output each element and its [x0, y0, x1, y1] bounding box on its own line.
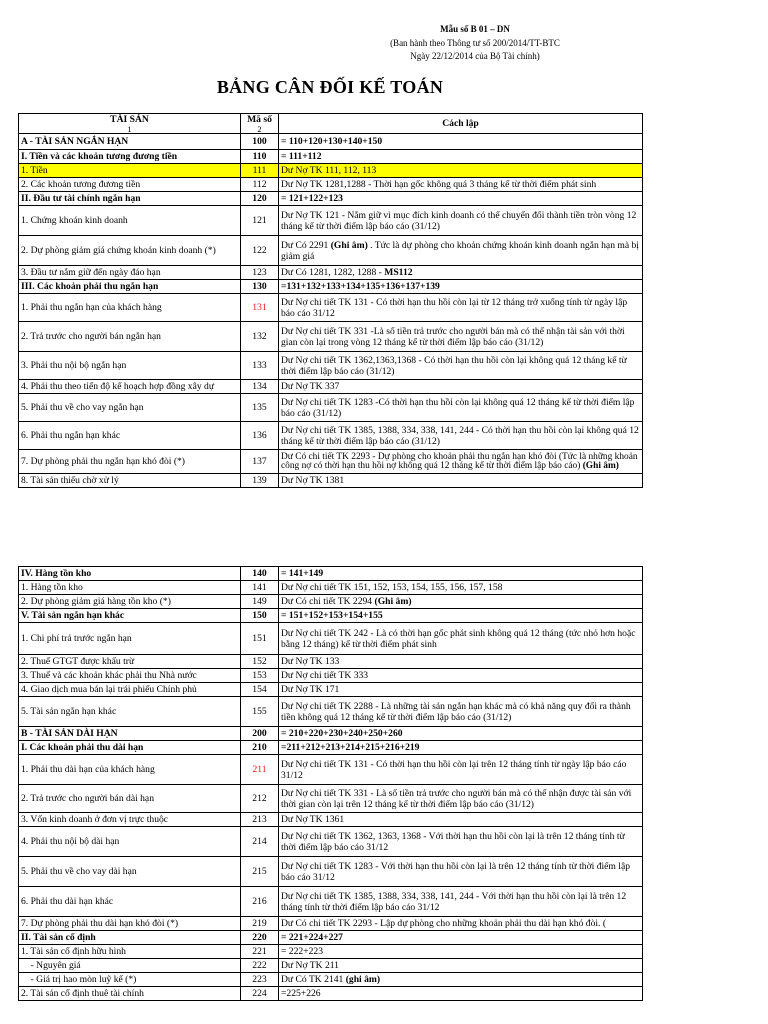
table-header-row [19, 114, 643, 134]
asset-name-cell: 1. Hàng tồn kho [19, 581, 241, 595]
asset-name-cell: 1. Tiền [19, 164, 241, 178]
table-row [19, 917, 643, 931]
method-cell: Dư Nợ chi tiết TK 1283 -Có thời hạn thu hồi còn lại không quá 12 tháng kể từ thời điểm lập báo cáo (31/12) [279, 394, 643, 422]
code-cell: 137 [241, 450, 279, 474]
method-cell: = 121+122+123 [279, 192, 643, 206]
form-number: Mẫu số B 01 – DN [440, 24, 510, 34]
asset-name-cell: 1. Phải thu dài hạn của khách hàng [19, 755, 241, 785]
code-cell: 121 [241, 206, 279, 236]
code-cell: 122 [241, 236, 279, 266]
table-row [19, 755, 643, 785]
table-row [19, 931, 643, 945]
method-header-label: Cách lập [442, 118, 479, 129]
method-cell: Dư Nợ TK 133 [279, 655, 643, 669]
asset-name-cell: 1. Chi phí trả trước ngắn hạn [19, 623, 241, 655]
table-row [19, 697, 643, 727]
code-cell: 136 [241, 422, 279, 450]
asset-name-cell: 3. Vốn kinh doanh ở đơn vị trực thuộc [19, 813, 241, 827]
table-row [19, 266, 643, 280]
method-cell: Dư Nợ chi tiết TK 1283 - Với thời hạn thu hồi còn lại là trên 12 tháng tính từ thời điểm lập báo cáo 31/12 [279, 857, 643, 887]
balance-sheet-table-part-2 [18, 566, 643, 1001]
table-row [19, 623, 643, 655]
asset-name-cell: 4. Giao dịch mua bán lại trái phiếu Chính phủ [19, 683, 241, 697]
code-cell: 222 [241, 959, 279, 973]
method-cell [279, 236, 643, 266]
table-row [19, 945, 643, 959]
form-circular-note: (Ban hành theo Thông tư số 200/2014/TT-BTC [390, 38, 560, 48]
code-cell: 152 [241, 655, 279, 669]
column-header-asset [19, 114, 241, 134]
code-cell: 123 [241, 266, 279, 280]
code-cell: 131 [241, 294, 279, 322]
method-text: Dư Có 2291 [281, 239, 331, 251]
method-cell: Dư Nợ chi tiết TK 1362,1363,1368 - Có thời hạn thu hồi còn lại không quá 12 tháng kể từ thời điểm lập báo cáo (31/12) [279, 352, 643, 380]
code-cell: 120 [241, 192, 279, 206]
asset-name-cell: 7. Dự phòng phải thu dài hạn khó đòi (*) [19, 917, 241, 931]
asset-column-number: 1 [127, 124, 132, 134]
code-cell: 130 [241, 280, 279, 294]
asset-name-cell: B - TÀI SẢN DÀI HẠN [19, 727, 241, 741]
code-cell: 150 [241, 609, 279, 623]
asset-name-cell: 1. Chứng khoán kinh doanh [19, 206, 241, 236]
method-cell: =225+226 [279, 987, 643, 1001]
method-cell: = 111+112 [279, 150, 643, 164]
method-emphasis: MS112 [384, 267, 413, 278]
asset-name-cell: V. Tài sản ngắn hạn khác [19, 609, 241, 623]
code-cell: 140 [241, 567, 279, 581]
code-cell: 210 [241, 741, 279, 755]
document-title: BẢNG CÂN ĐỐI KẾ TOÁN [216, 77, 444, 97]
code-cell: 149 [241, 595, 279, 609]
method-cell: Dư Nợ chi tiết TK 242 - Là có thời hạn gốc phát sinh không quá 12 tháng (tức nhỏ hơn hoặc bằng 12 tháng) kể từ thời điểm phát sinh [279, 623, 643, 655]
method-text-tail: . Tức là dự phòng cho khoản chứng khoán kinh doanh ngắn hạn mà bị giảm giá [281, 239, 639, 262]
asset-name-cell: - Nguyên giá [19, 959, 241, 973]
method-text: Dư Có chi tiết TK 2294 [281, 596, 375, 607]
method-cell [279, 595, 643, 609]
method-cell: Dư Nợ TK 171 [279, 683, 643, 697]
code-cell: 151 [241, 623, 279, 655]
asset-name-cell: 3. Phải thu nội bộ ngắn hạn [19, 352, 241, 380]
method-emphasis: (Ghi âm) [330, 239, 368, 251]
asset-name-cell: 3. Đầu tư nắm giữ đến ngày đáo hạn [19, 266, 241, 280]
code-column-number: 2 [257, 124, 262, 134]
method-cell: Dư Nợ TK 211 [279, 959, 643, 973]
asset-name-cell: 2. Các khoản tương đương tiền [19, 178, 241, 192]
asset-name-cell: 4. Phải thu nội bộ dài hạn [19, 827, 241, 857]
table-row [19, 394, 643, 422]
table-row [19, 567, 643, 581]
code-cell: 110 [241, 150, 279, 164]
table-row [19, 192, 643, 206]
method-cell: Dư Nợ TK 111, 112, 113 [279, 164, 643, 178]
table-row [19, 322, 643, 352]
code-cell: 211 [241, 755, 279, 785]
method-cell: Dư Nợ chi tiết TK 131 - Có thời hạn thu hồi còn lại trên 12 tháng tính từ ngày lập báo cáo 31/12 [279, 755, 643, 785]
table-row [19, 857, 643, 887]
asset-name-cell: 2. Thuế GTGT được khấu trừ [19, 655, 241, 669]
code-cell: 133 [241, 352, 279, 380]
code-cell: 134 [241, 380, 279, 394]
asset-name-cell: 1. Tài sản cố định hữu hình [19, 945, 241, 959]
table-row [19, 595, 643, 609]
asset-name-cell: A - TÀI SẢN NGẮN HẠN [19, 134, 241, 150]
asset-name-cell: II. Đầu tư tài chính ngắn hạn [19, 192, 241, 206]
asset-name-cell: - Giá trị hao mòn luỹ kế (*) [19, 973, 241, 987]
table-row [19, 683, 643, 697]
asset-name-cell: II. Tài sản cố định [19, 931, 241, 945]
asset-name-cell: 4. Phải thu theo tiến độ kế hoạch hợp đồng xây dự [19, 380, 241, 394]
method-emphasis: (ghi âm) [345, 974, 381, 985]
column-header-method [279, 114, 643, 134]
method-cell: =211+212+213+214+215+216+219 [279, 741, 643, 755]
method-emphasis: (Ghi âm) [582, 460, 619, 471]
code-cell: 220 [241, 931, 279, 945]
method-cell: Dư Nợ chi tiết TK 1385, 1388, 334, 338, 141, 244 - Với thời hạn thu hồi còn lại là trên 12 tháng tính từ thời điểm lập báo cáo 31/12 [279, 887, 643, 917]
table-row [19, 741, 643, 755]
method-cell: Dư Nợ TK 1381 [279, 474, 643, 488]
method-cell: =131+132+133+134+135+136+137+139 [279, 280, 643, 294]
asset-name-cell: 7. Dự phòng phải thu ngắn hạn khó đòi (*) [19, 450, 241, 474]
table-row [19, 280, 643, 294]
table-row [19, 236, 643, 266]
code-cell: 132 [241, 322, 279, 352]
asset-name-cell: 2. Trả trước cho người bán dài hạn [19, 785, 241, 813]
method-cell: Dư Nợ chi tiết TK 1385, 1388, 334, 338, 141, 244 - Có thời hạn thu hồi còn lại không quá 12 tháng kể từ thời điểm lập báo cáo (31/12) [279, 422, 643, 450]
asset-name-cell: 2. Dự phòng giảm giá chứng khoán kinh doanh (*) [19, 236, 241, 266]
table-row [19, 178, 643, 192]
method-cell: = 222+223 [279, 945, 643, 959]
code-header-label: Mã số [247, 114, 272, 125]
method-cell: Dư Nợ TK 121 - Nắm giữ vì mục đích kinh doanh có thể chuyển đổi thành tiền tròn vòng 12 tháng kể từ thời điểm lập báo cáo (31/12) [279, 206, 643, 236]
code-cell: 111 [241, 164, 279, 178]
table-row [19, 727, 643, 741]
table-row [19, 785, 643, 813]
asset-name-cell: 3. Thuế và các khoản khác phải thu Nhà nước [19, 669, 241, 683]
table-row [19, 669, 643, 683]
method-cell: Dư Nợ chi tiết TK 1362, 1363, 1368 - Với thời hạn thu hồi còn lại là trên 12 tháng tính từ thời điểm lập báo cáo 31/12 [279, 827, 643, 857]
method-text: Dư Có chi tiết TK 2293 - Dự phòng cho khoản phải thu ngắn hạn khó đòi (Tức là những khoản công nợ có thời hạn thu hồi nợ không quá 12 tháng kể từ thời điểm lập báo cáo) [281, 451, 638, 471]
method-cell: Dư Nợ chi tiết TK 151, 152, 153, 154, 155, 156, 157, 158 [279, 581, 643, 595]
method-cell: Dư Nợ chi tiết TK 2288 - Là những tài sản ngắn hạn khác mà có khả năng quy đổi ra thành tiền không quá 12 tháng kể từ thời điểm lập báo cáo (31/12) [279, 697, 643, 727]
method-cell: Dư Có chi tiết TK 2293 - Lập dự phòng cho những khoản phải thu dài hạn khó đòi. ( [279, 917, 643, 931]
method-cell: Dư Nợ TK 1281,1288 - Thời hạn gốc không quá 3 tháng kể từ thời điểm phát sinh [279, 178, 643, 192]
table-row [19, 987, 643, 1001]
code-cell: 139 [241, 474, 279, 488]
table-row [19, 352, 643, 380]
table-row [19, 973, 643, 987]
table-row [19, 655, 643, 669]
table-row [19, 450, 643, 474]
code-cell: 224 [241, 987, 279, 1001]
code-cell: 213 [241, 813, 279, 827]
code-cell: 112 [241, 178, 279, 192]
method-text: Dư Có 1281, 1282, 1288 - [281, 267, 385, 278]
method-cell: Dư Nợ chi tiết TK 131 - Có thời hạn thu hồi còn lại từ 12 tháng trở xuống tính từ ngày lập báo cáo 31/12 [279, 294, 643, 322]
code-cell: 154 [241, 683, 279, 697]
asset-header-label: TÀI SẢN [110, 114, 149, 125]
code-cell: 212 [241, 785, 279, 813]
method-cell: = 151+152+153+154+155 [279, 609, 643, 623]
code-cell: 135 [241, 394, 279, 422]
table-row [19, 474, 643, 488]
asset-name-cell: 1. Phải thu ngắn hạn của khách hàng [19, 294, 241, 322]
table-row [19, 887, 643, 917]
column-header-code [241, 114, 279, 134]
table-row [19, 134, 643, 150]
method-cell: Dư Nợ TK 337 [279, 380, 643, 394]
code-cell: 141 [241, 581, 279, 595]
asset-name-cell: 6. Phải thu ngắn hạn khác [19, 422, 241, 450]
table-row [19, 609, 643, 623]
asset-name-cell: III. Các khoản phải thu ngắn hạn [19, 280, 241, 294]
table-row [19, 150, 643, 164]
method-cell: Dư Nợ chi tiết TK 331 -Là số tiền trả trước cho người bán mà có thể nhận tài sản với thời gian còn lại trong vòng 12 tháng kể từ thời điểm lập báo cáo (31/12) [279, 322, 643, 352]
method-cell: = 210+220+230+240+250+260 [279, 727, 643, 741]
code-cell: 200 [241, 727, 279, 741]
table-row [19, 380, 643, 394]
table-row [19, 581, 643, 595]
code-cell: 100 [241, 134, 279, 150]
asset-name-cell: IV. Hàng tồn kho [19, 567, 241, 581]
asset-name-cell: 5. Phải thu về cho vay ngắn hạn [19, 394, 241, 422]
method-cell: Dư Nợ TK 1361 [279, 813, 643, 827]
method-cell: Dư Nợ chi tiết TK 331 - Là số tiền trả trước cho người bán mà có thể nhận được tài sản với thời gian còn lại trên 12 tháng kể từ thời điểm lập báo cáo (31/12) [279, 785, 643, 813]
code-cell: 215 [241, 857, 279, 887]
table-row [19, 294, 643, 322]
asset-name-cell: 6. Phải thu dài hạn khác [19, 887, 241, 917]
asset-name-cell: 8. Tài sản thiếu chờ xử lý [19, 474, 241, 488]
table-row [19, 206, 643, 236]
table-row [19, 827, 643, 857]
code-cell: 214 [241, 827, 279, 857]
code-cell: 219 [241, 917, 279, 931]
asset-name-cell: 2. Trả trước cho người bán ngắn hạn [19, 322, 241, 352]
method-cell: Dư Nợ chi tiết TK 333 [279, 669, 643, 683]
code-cell: 221 [241, 945, 279, 959]
code-cell: 223 [241, 973, 279, 987]
asset-name-cell: 2. Dự phòng giảm giá hàng tồn kho (*) [19, 595, 241, 609]
method-cell: = 110+120+130+140+150 [279, 134, 643, 150]
form-date: Ngày 22/12/2014 của Bộ Tài chính) [410, 51, 540, 61]
balance-sheet-table-part-1 [18, 113, 643, 488]
asset-name-cell: 5. Tài sản ngắn hạn khác [19, 697, 241, 727]
asset-name-cell: I. Các khoản phải thu dài hạn [19, 741, 241, 755]
table-row [19, 813, 643, 827]
method-cell [279, 450, 643, 474]
table-row [19, 422, 643, 450]
method-text: Dư Có TK 2141 [281, 974, 346, 985]
method-cell [279, 973, 643, 987]
method-cell: = 141+149 [279, 567, 643, 581]
table-row [19, 164, 643, 178]
code-cell: 216 [241, 887, 279, 917]
method-cell: = 221+224+227 [279, 931, 643, 945]
code-cell: 155 [241, 697, 279, 727]
asset-name-cell: 5. Phải thu về cho vay dài hạn [19, 857, 241, 887]
code-cell: 153 [241, 669, 279, 683]
method-emphasis: (Ghi âm) [374, 596, 412, 607]
table-row [19, 959, 643, 973]
method-cell [279, 266, 643, 280]
asset-name-cell: I. Tiền và các khoản tương đương tiền [19, 150, 241, 164]
asset-name-cell: 2. Tài sản cố định thuê tài chính [19, 987, 241, 1001]
